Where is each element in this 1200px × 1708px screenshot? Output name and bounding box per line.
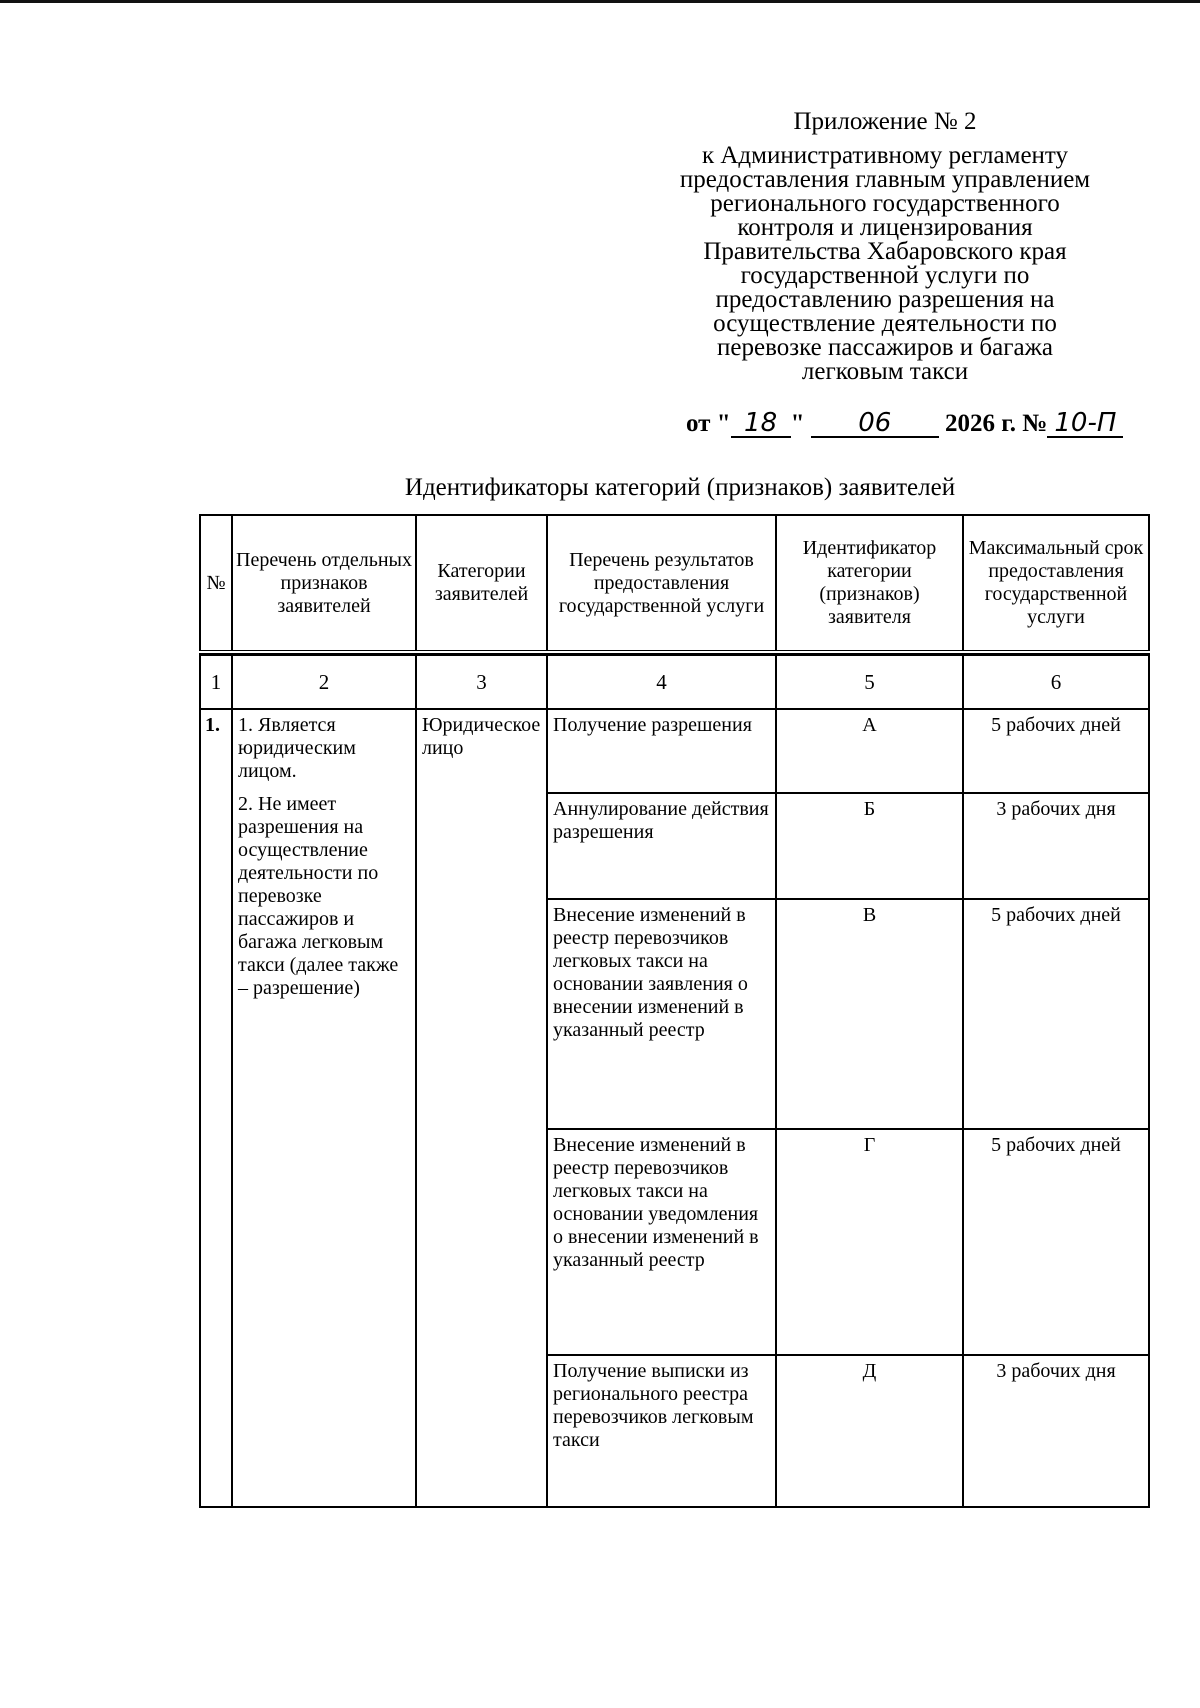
column-number: 4 — [547, 655, 776, 709]
column-number: 5 — [776, 655, 963, 709]
appendix-line: контроля и лицензирования — [737, 214, 1033, 241]
appendix-line: легковым такси — [801, 358, 969, 385]
categories-table — [199, 514, 1150, 1508]
order-number-handwritten: 10-П — [1047, 410, 1123, 438]
result-cell: Внесение изменений в реестр перевозчиков легковых такси на основании заявления о внесении изменений в указанный реестр — [547, 899, 776, 1129]
category-cell: Юридическое лицо — [416, 709, 547, 1507]
header-cell-signs: Перечень отдельных признаков заявителей — [232, 515, 416, 652]
appendix-line: к Административному регламенту — [701, 142, 1069, 169]
term-cell: 3 рабочих дня — [963, 1355, 1149, 1507]
order-date-number — [686, 410, 1156, 438]
term-cell: 5 рабочих дней — [963, 709, 1149, 793]
appendix-header — [640, 110, 1130, 384]
table-row — [200, 709, 1149, 793]
result-cell: Аннулирование действия разрешения — [547, 793, 776, 899]
header-cell-results: Перечень результатов предоставления государственной услуги — [547, 515, 776, 652]
appendix-line: осуществление деятельности по — [713, 310, 1057, 337]
identifier-cell: Б — [776, 793, 963, 899]
row-number: 1. — [200, 709, 232, 1507]
appendix-line: государственной услуги по — [740, 262, 1030, 289]
order-year-text: 2026 г. № — [944, 410, 1048, 437]
result-cell: Получение выписки из регионального реестра перевозчиков легковым такси — [547, 1355, 776, 1507]
order-month-handwritten: 06 — [811, 410, 939, 438]
column-number-row — [200, 655, 1149, 709]
appendix-line: предоставлению разрешения на — [715, 286, 1055, 313]
term-cell: 5 рабочих дней — [963, 899, 1149, 1129]
identifier-cell: В — [776, 899, 963, 1129]
column-number: 3 — [416, 655, 547, 709]
appendix-line: перевозке пассажиров и багажа — [717, 334, 1053, 361]
table-header-row — [200, 515, 1149, 652]
column-number: 2 — [232, 655, 416, 709]
appendix-line: предоставления главным управлением — [679, 166, 1091, 193]
appendix-title: Приложение № 2 — [793, 108, 977, 135]
identifier-cell: А — [776, 709, 963, 793]
identifier-cell: Д — [776, 1355, 963, 1507]
appendix-line: Правительства Хабаровского края — [703, 238, 1067, 265]
header-cell-number: № — [200, 515, 232, 652]
sign-item: 1. Является юридическим лицом. — [238, 714, 356, 782]
order-quote: " — [790, 410, 805, 437]
identifier-cell: Г — [776, 1129, 963, 1355]
document-title: Идентификаторы категорий (признаков) заявителей — [404, 474, 956, 501]
sign-item: 2. Не имеет разрешения на осуществление деятельности по перевозке пассажиров и багажа легковым такси (далее также – разрешение) — [238, 793, 399, 999]
header-cell-term: Максимальный срок предоставления государственной услуги — [963, 515, 1149, 652]
order-prefix: от " — [686, 410, 731, 437]
result-cell: Внесение изменений в реестр перевозчиков легковых такси на основании уведомления о внесении изменений в указанный реестр — [547, 1129, 776, 1355]
signs-cell — [232, 709, 416, 1507]
column-number: 1 — [200, 655, 232, 709]
term-cell: 5 рабочих дней — [963, 1129, 1149, 1355]
page-top-edge — [0, 0, 1200, 3]
order-day-handwritten: 18 — [731, 410, 791, 438]
appendix-line: регионального государственного — [710, 190, 1060, 217]
result-cell: Получение разрешения — [547, 709, 776, 793]
header-cell-categories: Категории заявителей — [416, 515, 547, 652]
column-number: 6 — [963, 655, 1149, 709]
header-cell-identifier: Идентификатор категории (признаков) заявителя — [776, 515, 963, 652]
term-cell: 3 рабочих дня — [963, 793, 1149, 899]
